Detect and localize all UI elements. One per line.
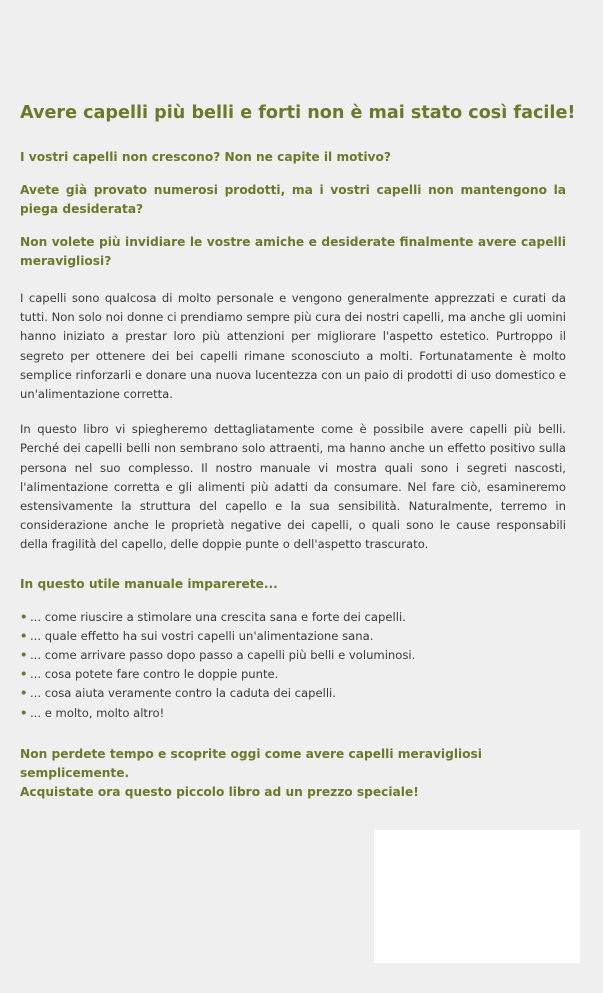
learn-subheading: In questo utile manuale imparerete...: [20, 576, 278, 591]
call-to-action-line-2: Acquistate ora questo piccolo libro ad un prezzo speciale!: [20, 784, 419, 799]
bullet-icon: •: [20, 686, 28, 701]
headline: Avere capelli più belli e forti non è mai stato così facile!: [20, 103, 576, 123]
list-item: [20, 665, 566, 684]
book-paragraph: In questo libro vi spiegheremo dettagliatamente come è possibile avere capelli più belli. Perché dei capelli belli non sembrano solo attraenti, ma hanno anche un effetto positivo sulla persona nel suo complesso. Il nostro manuale vi mostra quali sono i segreti nascosti, l'alimentazione corretta e gli alimenti più adatti da consumare. Nel fare ciò, esamineremo estensivamente la struttura del capello e la sua sensibilità. Naturalmente, terremo in considerazione anche le proprietà negative dei capelli, o quali sono le cause responsabili della fragilità del capello, delle doppie punte o dell'aspetto trascurato.: [20, 422, 566, 552]
list-item-text: ... cosa potete fare contro le doppie punte.: [30, 667, 279, 682]
list-item: [20, 684, 566, 703]
list-item: [20, 646, 566, 665]
question-1: I vostri capelli non crescono? Non ne capite il motivo?: [20, 150, 391, 164]
bullet-icon: •: [20, 705, 28, 720]
list-item-text: ... e molto, molto altro!: [30, 705, 165, 720]
bullet-icon: •: [20, 609, 28, 624]
barcode-placeholder: [374, 830, 580, 963]
list-item-text: ... quale effetto ha sui vostri capelli un'alimentazione sana.: [30, 628, 374, 643]
learn-list: [20, 608, 566, 723]
question-3: Non volete più invidiare le vostre amiche e desiderate finalmente avere capelli meravigliosi?: [20, 235, 566, 268]
call-to-action-line-1: Non perdete tempo e scoprite oggi come avere capelli meravigliosi semplicemente.: [20, 746, 482, 780]
list-item: [20, 608, 566, 627]
bullet-icon: •: [20, 628, 28, 643]
bullet-icon: •: [20, 648, 28, 663]
list-item-text: ... come arrivare passo dopo passo a capelli più belli e voluminosi.: [30, 648, 416, 663]
list-item: [20, 627, 566, 646]
list-item-text: ... come riuscire a stimolare una crescita sana e forte dei capelli.: [30, 609, 406, 624]
question-2: Avete già provato numerosi prodotti, ma i vostri capelli non mantengono la piega desiderata?: [20, 183, 566, 216]
list-item: [20, 704, 566, 723]
bullet-icon: •: [20, 667, 28, 682]
list-item-text: ... cosa aiuta veramente contro la caduta dei capelli.: [30, 686, 336, 701]
blurb-content: [20, 100, 576, 802]
intro-paragraph: I capelli sono qualcosa di molto personale e vengono generalmente apprezzati e curati da tutti. Non solo noi donne ci prendiamo sempre più cura dei nostri capelli, ma anche gli uomini hanno iniziato a prestar loro più attenzioni per migliorare l'aspetto estetico. Purtroppo il segreto per ottenere dei bei capelli rimane sconosciuto a molti. Fortunatamente è molto semplice rinforzarli e donare una nuova lucentezza con un paio di prodotti di uso domestico e un'alimentazione corretta.: [20, 291, 566, 402]
